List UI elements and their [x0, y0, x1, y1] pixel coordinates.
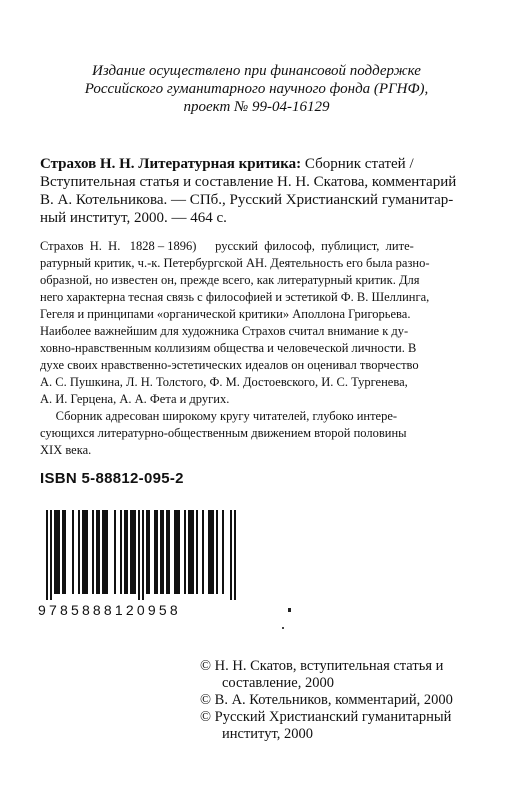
- barcode-bar: [120, 510, 122, 594]
- barcode-number: 9785888120958: [38, 602, 181, 618]
- barcode: [40, 510, 240, 600]
- barcode-bar: [64, 510, 66, 594]
- barcode-bar: [46, 510, 48, 600]
- barcode-bar: [104, 510, 106, 594]
- annotation: [40, 238, 495, 459]
- barcode-bar: [210, 510, 212, 594]
- barcode-bar: [92, 510, 94, 594]
- barcode-graphic: [40, 510, 240, 600]
- barcode-bar: [212, 510, 214, 594]
- barcode-bar: [230, 510, 232, 600]
- barcode-bar: [234, 510, 236, 600]
- barcode-bar: [56, 510, 58, 594]
- barcode-bar: [146, 510, 148, 594]
- barcode-bar: [196, 510, 198, 594]
- bibliographic-record-line: В. А. Котельникова. — СПб., Русский Христианский гуманитар-: [40, 192, 454, 208]
- bibliographic-record-line: ный институт, 2000. — 464 с.: [40, 210, 227, 226]
- annotation-line: Страхов Н. Н. 1828 – 1896) русский философ, публицист, лите-: [40, 239, 414, 253]
- barcode-bar: [114, 510, 116, 594]
- barcode-bar: [138, 510, 140, 600]
- bibliographic-record-line: [40, 155, 495, 173]
- annotation-line: ховно-нравственным коллизиям общества и человеческой личности. В: [40, 341, 417, 355]
- annotation-line: Сборник адресован широкому кругу читателей, глубоко интере-: [40, 409, 398, 423]
- copyright-line: © Н. Н. Скатов, вступительная статья и: [200, 658, 444, 674]
- grant-note-line: проект № 99-04-16129: [183, 99, 330, 115]
- barcode-bar: [202, 510, 204, 594]
- speck: [288, 608, 291, 612]
- bibliographic-record: [40, 155, 495, 227]
- barcode-bar: [176, 510, 178, 594]
- isbn: ISBN 5-88812-095-2: [40, 470, 184, 487]
- barcode-bar: [126, 510, 128, 594]
- grant-note-line: Издание осуществлено при финансовой поддержке: [92, 63, 421, 79]
- barcode-bar: [190, 510, 192, 594]
- grant-note-line: Российского гуманитарного научного фонда (РГНФ),: [84, 81, 429, 97]
- barcode-bar: [72, 510, 74, 594]
- speck: [282, 627, 284, 629]
- copyright-line: © В. А. Котельников, комментарий, 2000: [200, 692, 453, 708]
- copyright-line-continued: институт, 2000: [222, 726, 313, 742]
- barcode-bar: [160, 510, 162, 594]
- barcode-bar: [148, 510, 150, 594]
- bibliographic-record-line: Вступительная статья и составление Н. Н. Скатова, комментарий: [40, 174, 457, 190]
- barcode-bar: [184, 510, 186, 594]
- barcode-bar: [168, 510, 170, 594]
- annotation-line: Наиболее важнейшим для художника Страхов считал внимание к ду-: [40, 324, 409, 338]
- annotation-line: XIX века.: [40, 443, 92, 457]
- barcode-bar: [86, 510, 88, 594]
- barcode-bar: [82, 510, 84, 594]
- barcode-bar: [78, 510, 80, 594]
- bibliographic-record-text: Сборник статей /: [301, 156, 414, 172]
- annotation-line: сующихся литературно-общественным движением второй половины: [40, 426, 407, 440]
- barcode-bar: [166, 510, 168, 594]
- barcode-bar: [130, 510, 132, 594]
- annotation-line: Гегеля и принципами «органической критики» Аполлона Григорьева.: [40, 307, 411, 321]
- barcode-bar: [58, 510, 60, 594]
- barcode-bar: [62, 510, 64, 594]
- barcode-bar: [208, 510, 210, 594]
- barcode-bar: [54, 510, 56, 594]
- annotation-line: него характерна тесная связь с философией и эстетикой Ф. В. Шеллинга,: [40, 290, 430, 304]
- barcode-bar: [178, 510, 180, 594]
- barcode-bar: [156, 510, 158, 594]
- barcode-bar: [188, 510, 190, 594]
- barcode-bar: [174, 510, 176, 594]
- copyright-line-continued: составление, 2000: [222, 675, 334, 691]
- barcode-bar: [192, 510, 194, 594]
- barcode-bar: [84, 510, 86, 594]
- barcode-bar: [50, 510, 52, 600]
- barcode-bar: [98, 510, 100, 594]
- annotation-line: А. С. Пушкина, Л. Н. Толстого, Ф. М. Достоевского, И. С. Тургенева,: [40, 375, 408, 389]
- barcode-bar: [132, 510, 134, 594]
- barcode-bar: [106, 510, 108, 594]
- annotation-line: образной, но известен он, прежде всего, как литературный критик. Для: [40, 273, 420, 287]
- barcode-bar: [102, 510, 104, 594]
- annotation-line: ратурный критик, ч.-к. Петербургской АН. Деятельность его была разно-: [40, 256, 430, 270]
- grant-note: [40, 62, 473, 116]
- barcode-bar: [142, 510, 144, 600]
- barcode-bar: [216, 510, 218, 594]
- barcode-bar: [154, 510, 156, 594]
- barcode-bar: [222, 510, 224, 594]
- annotation-line: духе своих нравственно-эстетических идеалов он оценивал творчество: [40, 358, 419, 372]
- copyright-notice: [200, 658, 500, 743]
- barcode-bar: [96, 510, 98, 594]
- copyright-line: © Русский Христианский гуманитарный: [200, 709, 452, 725]
- book-title: Страхов Н. Н. Литературная критика:: [40, 156, 302, 172]
- barcode-bar: [162, 510, 164, 594]
- barcode-bar: [134, 510, 136, 594]
- barcode-bar: [124, 510, 126, 594]
- annotation-line: А. И. Герцена, А. А. Фета и других.: [40, 392, 230, 406]
